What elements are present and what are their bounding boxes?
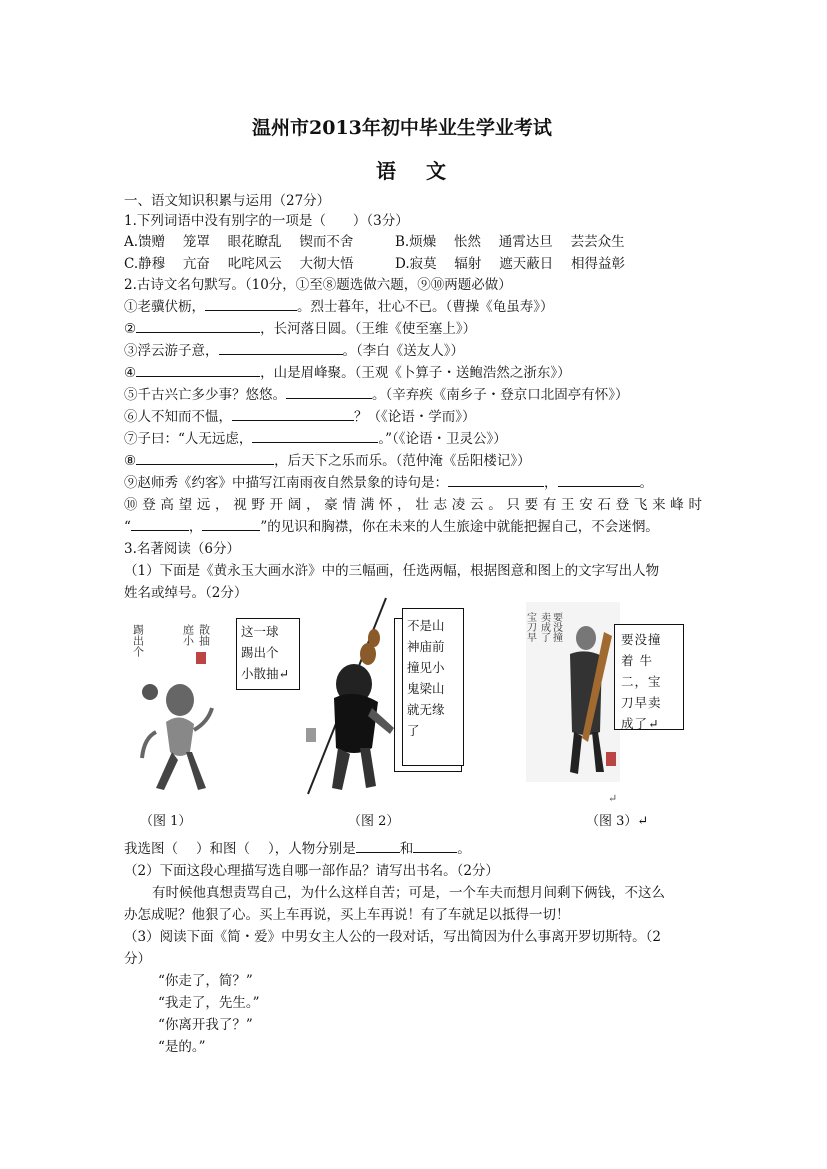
fig3-bubble-line: 二，宝 — [621, 674, 662, 689]
dialogue-line: “是的。” — [158, 1039, 206, 1055]
figure-1-illustration — [131, 612, 220, 802]
q2-line-10a: ⑩登高望远，视野开阔，豪情满怀，壮志凌云。只要有王安石登飞来峰时 — [124, 497, 702, 513]
q2-line-6: ⑥人不知而不愠， ？（《论语・学而》） — [124, 409, 476, 425]
figure-2-speech-bubble — [402, 608, 464, 766]
q3-part2-stem: （2）下面这段心理描写选自哪一部作品？请写出书名。（2分） — [124, 863, 499, 879]
subject-title: 语文 — [376, 159, 476, 183]
exam-title: 温州市2013年初中毕业生学业考试 — [252, 117, 552, 139]
q2-line-1: ①老骥伏枥， 。烈士暮年，壮心不已。（曹操《龟虽寿》） — [124, 299, 554, 315]
svg-text:要没撞: 要没撞 — [550, 612, 562, 642]
q2-stem: 2.古诗文名句默写。（10分，①至⑧题选做六题，⑨⑩两题必做） — [124, 277, 512, 293]
q1-option-a: A.馈赠 笼罩 眼花瞭乱 锲而不舍 — [124, 234, 354, 250]
fig1-bubble-line: 这一球 — [241, 624, 279, 639]
q1-option-d: D.寂莫 辐射 遮天蔽日 相得益彰 — [395, 256, 626, 272]
figure-1-caption: （图 1） — [140, 814, 192, 829]
fig2-bubble-line: 神庙前 — [407, 639, 445, 654]
q2-line-10b: “ ， ”的见识和胸襟，你在未来的人生旅途中就能把握自己，不会迷惘。 — [124, 519, 659, 535]
q3-part2-quote-2: 办怎成呢？他狠了心。买上车再说，买上车再说！有了车就足以抵得一切！ — [124, 907, 570, 923]
fig2-bubble-line: 撞见小 — [407, 660, 445, 675]
figure-3-illustration — [526, 602, 620, 782]
q2-line-3: ③浮云游子意， 。（李白《送友人》） — [124, 343, 464, 359]
q3-part1-line2: 姓名或绰号。（2分） — [124, 585, 248, 601]
figure-2-illustration — [298, 598, 402, 798]
q1-stem: 1.下列词语中没有别字的一项是（ ）（3分） — [124, 213, 409, 229]
fig1-bubble-line: 小散抽↵ — [241, 666, 289, 681]
svg-text:庭小: 庭小 — [181, 624, 195, 646]
q1-option-c: C.静穆 亢奋 叱咤风云 大彻大悟 — [124, 256, 354, 272]
q2-line-4: ④ ，山是眉峰聚。（王观《卜算子・送鲍浩然之浙东》） — [124, 365, 571, 381]
q2-line-5: ⑤千古兴亡多少事？悠悠。 。（辛弃疾《南乡子・登京口北固亭有怀》） — [124, 387, 629, 403]
dialogue-line: “我走了，先生。” — [158, 995, 260, 1011]
fig3-bubble-line: 成了↵ — [621, 716, 660, 731]
q3-part1-answer: 我选图（ ）和图（ ），人物分别是 和 。 — [124, 841, 471, 857]
fig2-bubble-line: 鬼梁山 — [407, 681, 445, 696]
svg-text:散抽: 散抽 — [197, 624, 211, 646]
svg-text:宝刀早: 宝刀早 — [524, 612, 536, 642]
q3-part3-stem-1: （3）阅读下面《简・爱》中男女主人公的一段对话，写出简因为什么事离开罗切斯特。（2 — [124, 929, 661, 945]
section-heading: 一、语文知识积累与运用（27分） — [124, 193, 331, 209]
q2-line-7: ⑦子曰：“人无远虑， 。”（《论语・卫灵公》） — [124, 431, 507, 447]
figure-2-caption: （图 2） — [348, 814, 400, 829]
figure-1-speech-bubble — [236, 618, 300, 690]
q3-part2-quote-1: 有时候他真想责骂自己，为什么这样自苦；可是，一个车夫而想月间剩下俩钱，不这么 — [152, 885, 665, 901]
svg-text:卖成了: 卖成了 — [538, 612, 550, 642]
fig3-bubble-line: 要没撞 — [621, 632, 662, 647]
q3-part3-stem-2: 分） — [124, 951, 151, 967]
q3-part1-line1: （1）下面是《黄永玉大画水浒》中的三幅画，任选两幅，根据图意和图上的文字写出人物 — [124, 563, 660, 579]
fig1-bubble-line: 踢出个 — [241, 645, 279, 660]
dialogue-line: “你离开我了？” — [158, 1017, 253, 1033]
q1-option-b: B.烦燥 怅然 通霄达旦 芸芸众生 — [395, 234, 625, 250]
q2-line-9: ⑨赵师秀《约客》中描写江南雨夜自然景象的诗句是： ， 。 — [124, 475, 653, 491]
svg-text:踢出个: 踢出个 — [131, 624, 145, 657]
fig2-bubble-line: 不是山 — [407, 618, 445, 633]
fig2-bubble-line: 了 — [407, 723, 420, 738]
fig3-bubble-line: 刀早卖 — [621, 695, 662, 710]
q2-line-2: ② ，长河落日圆。（王维《使至塞上》） — [124, 321, 477, 337]
fig3-bubble-line: 着 牛 — [621, 653, 653, 668]
q3-stem: 3.名著阅读（6分） — [124, 541, 240, 557]
fig2-bubble-line: 就无缘 — [407, 702, 445, 717]
figure-3-caption: （图 3）↵ — [586, 814, 649, 829]
figure-3-return-mark: ↵ — [608, 792, 618, 805]
figure-3-speech-bubble — [614, 624, 684, 730]
dialogue-line: “你走了，简？” — [158, 973, 253, 989]
q2-line-8: ⑧ ，后天下之乐而乐。（范仲淹《岳阳楼记》） — [124, 453, 531, 469]
